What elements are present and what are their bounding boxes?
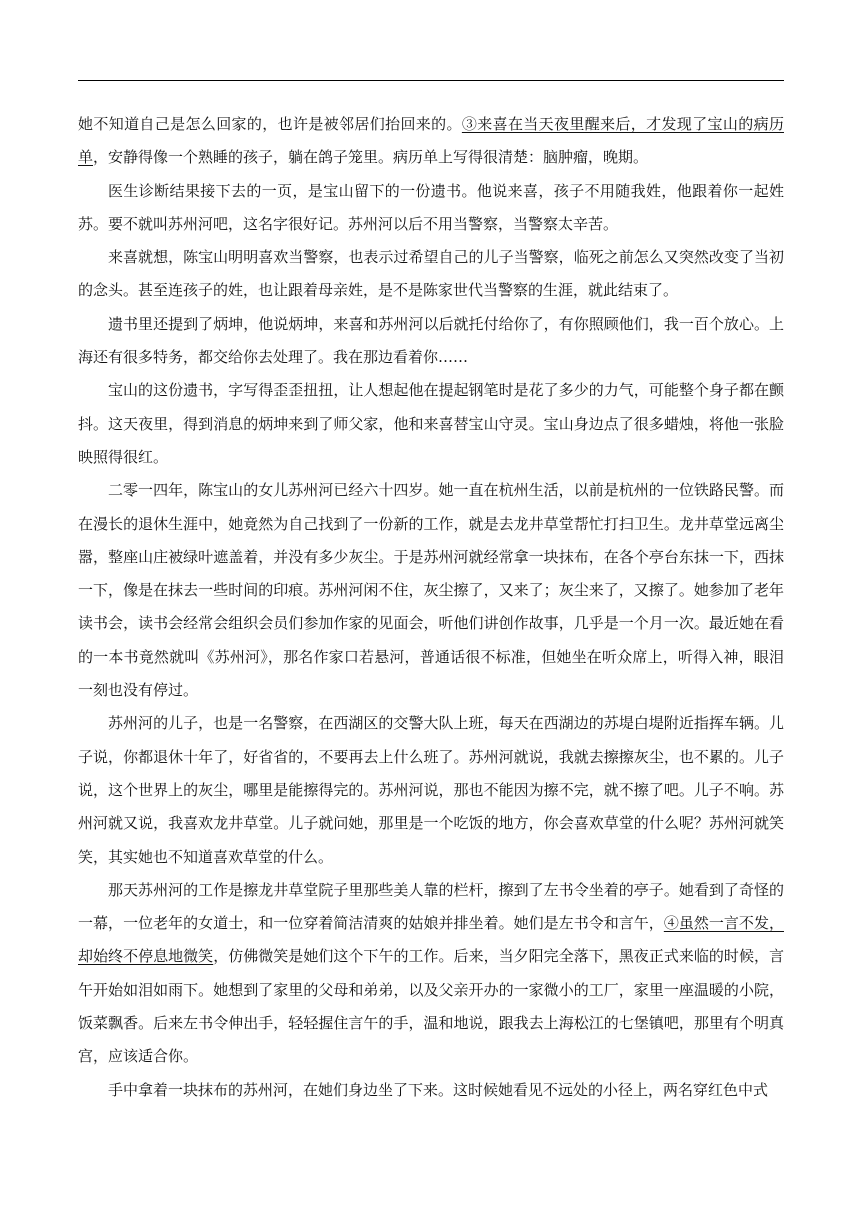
paragraph-8-text-a: 那天苏州河的工作是擦龙井草堂院子里那些美人靠的栏杆，擦到了左书令坐着的亭子。她看到了奇怪的一幕，一位老年的女道士，和一位穿着简洁清爽的姑娘并排坐着。她们是左书令和言午， (78, 880, 784, 933)
paragraph-8-text-b: ，仿佛微笑是她们这个下午的工作。后来，当夕阳完全落下，黑夜正式来临的时候，言午开始如泪如雨下。她想到了家里的父母和弟弟，以及父亲开办的一家微小的工厂，家里一座温暖的小院，饭菜飘香。后来左书令伸出手，轻轻握住言午的手，温和地说，跟我去上海松江的七堡镇吧，那里有个明真宫，应该适合你。 (78, 947, 784, 1066)
paragraph-5: 宝山的这份遗书，字写得歪歪扭扭，让人想起他在提起钢笔时是花了多少的力气，可能整个身子都在颤抖。这天夜里，得到消息的炳坤来到了师父家，他和来喜替宝山守灵。宝山身边点了很多蜡烛，将他一张脸映照得很红。 (78, 381, 784, 466)
paragraph-2: 医生诊断结果接下去的一页，是宝山留下的一份遗书。他说来喜，孩子不用随我姓，他跟着你一起姓苏。要不就叫苏州河吧，这名字很好记。苏州河以后不用当警察，当警察太辛苦。 (78, 181, 784, 233)
paragraph-1 (78, 108, 784, 175)
article-body (78, 108, 784, 1107)
paragraph-8 (78, 874, 784, 1074)
paragraph-6: 二零一四年，陈宝山的女儿苏州河已经六十四岁。她一直在杭州生活，以前是杭州的一位铁路民警。而在漫长的退休生涯中，她竟然为自己找到了一份新的工作，就是去龙井草堂帮忙打扫卫生。龙井草堂远离尘嚣，整座山庄被绿叶遮盖着，并没有多少灰尘。于是苏州河就经常拿一块抹布，在各个亭台东抹一下，西抹一下，像是在抹去一些时间的印痕。苏州河闲不住，灰尘擦了，又来了；灰尘来了，又擦了。她参加了老年读书会，读书会经常会组织会员们参加作家的见面会，听他们讲创作故事，几乎是一个月一次。最近她在看的一本书竟然就叫《苏州河》，那名作家口若悬河，普通话很不标准，但她坐在听众席上，听得入神，眼泪一刻也没有停过。 (78, 481, 784, 700)
paragraph-9: 手中拿着一块抹布的苏州河，在她们身边坐了下来。这时候她看见不远处的小径上，两名穿红色中式 (108, 1080, 769, 1099)
paragraph-3: 来喜就想，陈宝山明明喜欢当警察，也表示过希望自己的儿子当警察，临死之前怎么又突然改变了当初的念头。甚至连孩子的姓，也让跟着母亲姓，是不是陈家世代当警察的生涯，就此结束了。 (78, 248, 784, 300)
underlined-sentence-4: ④虽然一言不发，却始终不停息地微笑 (78, 914, 784, 966)
underlined-sentence-3: ③来喜在当天夜里醒来后，才发现了宝山的病历单 (78, 115, 784, 167)
paragraph-7: 苏州河的儿子，也是一名警察，在西湖区的交警大队上班，每天在西湖边的苏堤白堤附近指挥车辆。儿子说，你都退休十年了，好省省的，不要再去上什么班了。苏州河就说，我就去擦擦灰尘，也不累的。儿子说，这个世界上的灰尘，哪里是能擦得完的。苏州河说，那也不能因为擦不完，就不擦了吧。儿子不响。苏州河就又说，我喜欢龙井草堂。儿子就问她，那里是一个吃饭的地方，你会喜欢草堂的什么呢？苏州河就笑笑，其实她也不知道喜欢草堂的什么。 (78, 714, 784, 866)
paragraph-1-text-a: 她不知道自己是怎么回家的，也许是被邻居们抬回来的。 (78, 115, 462, 133)
paragraph-1-text-b: ，安静得像一个熟睡的孩子，躺在鸽子笼里。病历单上写得很清楚：脑肿瘤，晚期。 (93, 148, 649, 167)
header-rule (78, 80, 784, 81)
paragraph-4: 遗书里还提到了炳坤，他说炳坤，来喜和苏州河以后就托付给你了，有你照顾他们，我一百个放心。上海还有很多特务，都交给你去处理了。我在那边看着你…… (78, 314, 784, 367)
